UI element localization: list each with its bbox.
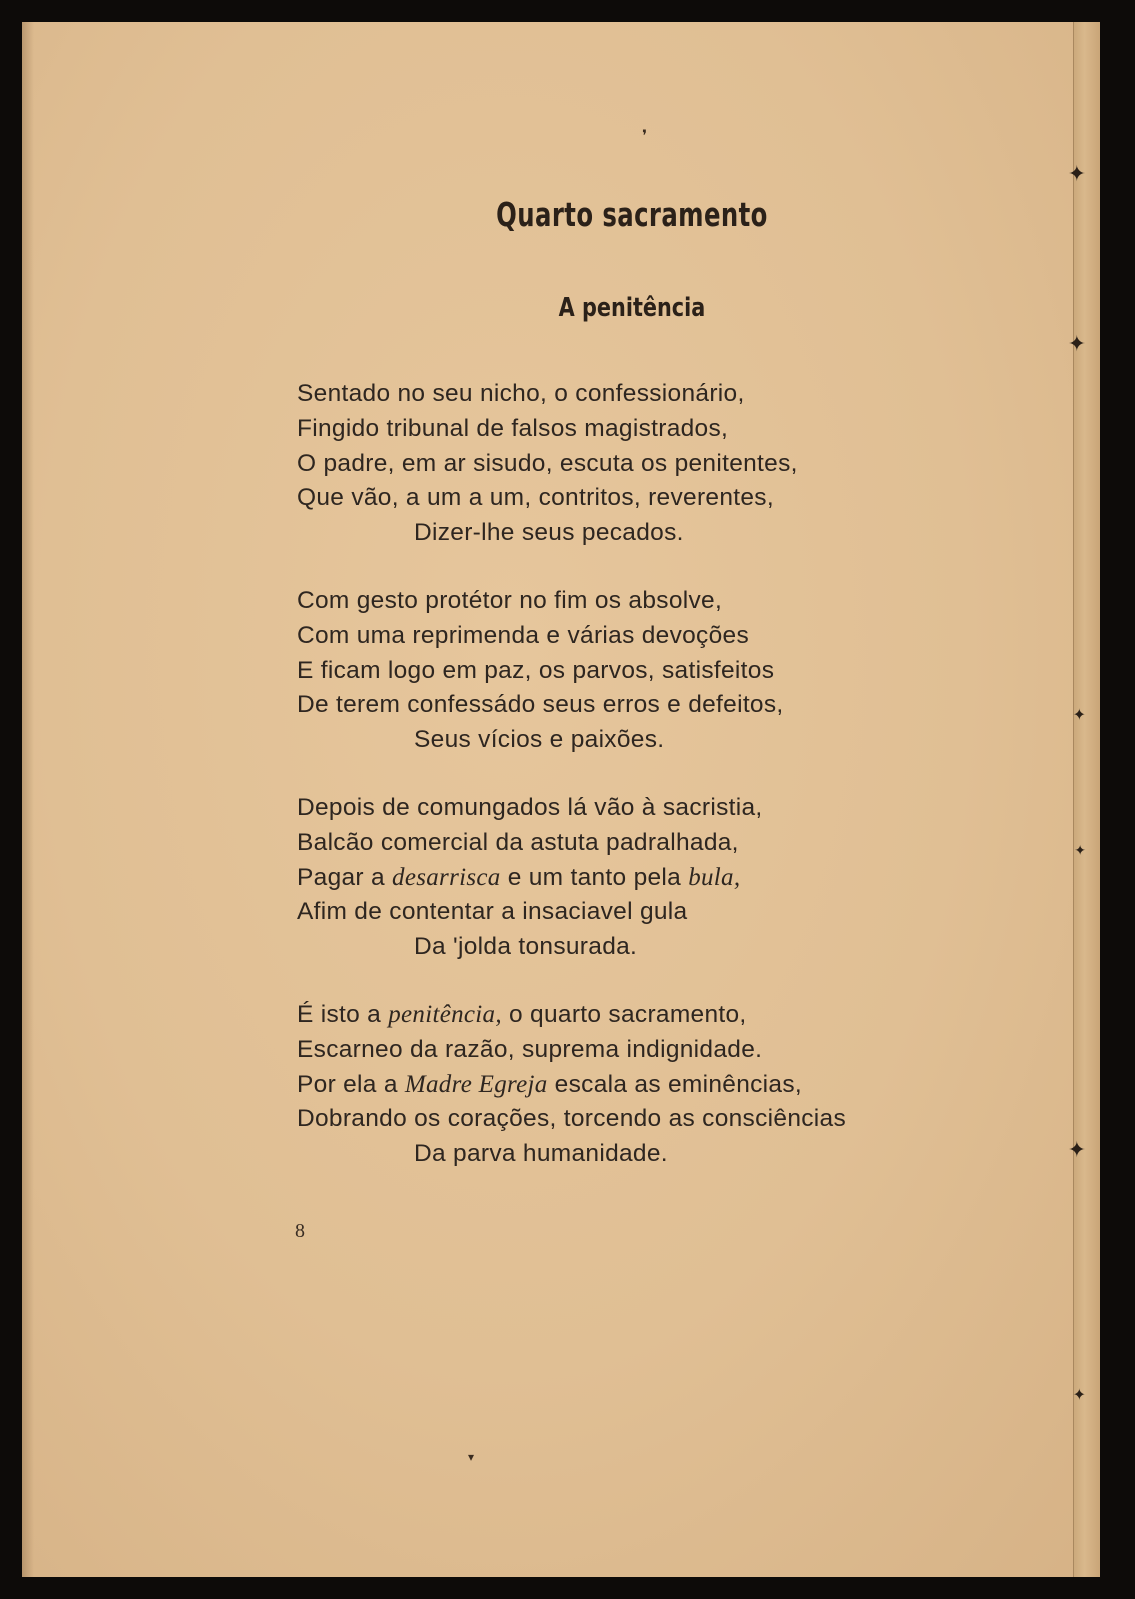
italic-word: Madre Egreja — [404, 1070, 548, 1098]
stanza — [297, 998, 997, 1172]
verse-line — [297, 861, 997, 896]
verse-line: Seus vícios e paixões. — [414, 726, 665, 754]
verse-line: Afim de contentar a insaciavel gula — [297, 898, 688, 926]
verse-fragment: Pagar a — [297, 863, 393, 891]
verse-line: Escarneo da razão, suprema indignidade. — [297, 1035, 763, 1063]
verse-line: Que vão, a um a um, contritos, reverentes, — [297, 484, 774, 512]
verse-line: Sentado no seu nicho, o confessionário, — [297, 380, 745, 407]
poem-subtitle: A penitência — [558, 293, 706, 323]
verse-line: Da parva humanidade. — [414, 1140, 668, 1168]
italic-word: penitência, — [388, 1000, 502, 1028]
binding-stitch-icon: ✦ — [1072, 705, 1086, 724]
verse-line: Dobrando os corações, torcendo as consciências — [297, 1105, 847, 1133]
verse-fragment: escala as eminências, — [547, 1070, 803, 1098]
verse-fragment: o quarto sacramento, — [501, 1000, 747, 1028]
italic-word: desarrisca — [392, 863, 501, 891]
binding-stitch-icon: ✦ — [1072, 1385, 1086, 1404]
verse-line: Da 'jolda tonsurada. — [414, 933, 638, 961]
verse-line: Depois de comungados lá vão à sacristia, — [297, 793, 763, 821]
verse-line: Com uma reprimenda e várias devoções — [297, 621, 750, 649]
page-title: Quarto sacramento — [496, 195, 768, 234]
verse-line: Fingido tribunal de falsos magistrados, — [297, 414, 729, 442]
stanza — [297, 791, 997, 965]
binding-stitch-icon: ✦ — [1067, 1138, 1086, 1163]
verse-line: Com gesto protétor no fim os absolve, — [297, 586, 723, 614]
verse-line — [297, 998, 997, 1033]
stanza — [297, 377, 997, 551]
verse-line: O padre, em ar sisudo, escuta os penitentes, — [297, 449, 798, 477]
verse-line — [297, 1068, 997, 1103]
ink-speck-icon: ▾ — [468, 1450, 475, 1464]
verse-fragment: e um tanto pela — [500, 863, 689, 891]
ink-speck-icon: ❜ — [642, 126, 648, 145]
page-number: 8 — [295, 1220, 305, 1242]
verse-fragment: Por ela a — [297, 1070, 405, 1098]
verse-line: E ficam logo em paz, os parvos, satisfeitos — [297, 656, 775, 684]
book-page — [22, 22, 1100, 1577]
binding-stitch-icon: ✦ — [1067, 332, 1086, 357]
verse-line: De terem confessádo seus erros e defeitos, — [297, 691, 784, 719]
binding-stitch-icon: ✦ — [1074, 843, 1086, 859]
binding-stitch-icon: ✦ — [1067, 162, 1086, 187]
page-gutter — [1067, 22, 1100, 1577]
poem — [297, 377, 997, 1205]
verse-fragment: É isto a — [297, 1000, 389, 1028]
verse-line: Balcão comercial da astuta padralhada, — [297, 828, 739, 856]
italic-word: bula, — [688, 863, 741, 891]
verse-line: Dizer-lhe seus pecados. — [414, 519, 684, 547]
stanza — [297, 584, 997, 758]
